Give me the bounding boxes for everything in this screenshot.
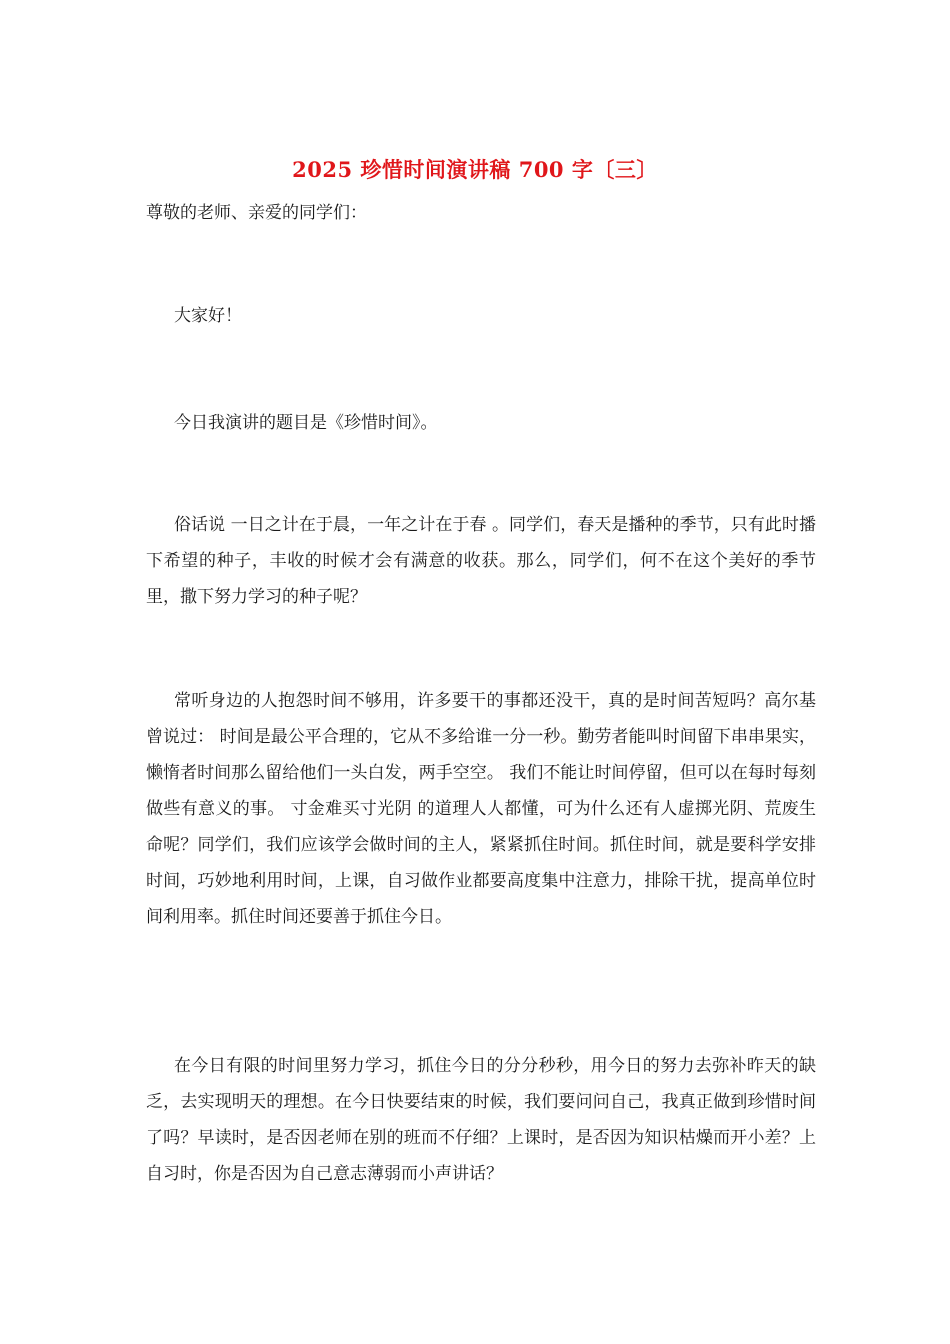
paragraph-topic: 今日我演讲的题目是《珍惜时间》。 — [174, 413, 438, 433]
paragraph-greeting: 大家好！ — [174, 306, 242, 326]
document-title: 2025 珍惜时间演讲稿 700 字〔三〕 — [292, 157, 658, 182]
paragraph-seize-today: 在今日有限的时间里努力学习，抓住今日的分分秒秒，用今日的努力去弥补昨天的缺乏，去实现明天的理想。在今日快要结束的时候，我们要问问自己，我真正做到珍惜时间了吗？早读时，是否因老师在别的班而不仔细？上课时，是否因为知识枯燥而开小差？上自习时，你是否因为自己意志薄弱而小声讲话？ — [146, 1056, 816, 1184]
paragraph-proverb: 俗话说 一日之计在于晨，一年之计在于春 。同学们，春天是播种的季节，只有此时播下希望的种子，丰收的时候才会有满意的收获。那么，同学们，何不在这个美好的季节里，撒下努力学习的种子呢？ — [146, 515, 816, 607]
salutation: 尊敬的老师、亲爱的同学们： — [146, 203, 367, 223]
paragraph-time-complaint: 常听身边的人抱怨时间不够用，许多要干的事都还没干，真的是时间苦短吗？高尔基曾说过： 时间是最公平合理的，它从不多给谁一分一秒。勤劳者能叫时间留下串串果实，懒惰者时间那么留给他们一头白发，两手空空。 我们不能让时间停留，但可以在每时每刻做些有意义的事。 寸金难买寸光阴 的道理人人都懂，可为什么还有人虚掷光阴、荒废生命呢？同学们，我们应该学会做时间的主人，紧紧抓住时间。抓住时间，就是要科学安排时间，巧妙地利用时间，上课，自习做作业都要高度集中注意力，排除干扰，提高单位时间利用率。抓住时间还要善于抓住今日。 — [146, 691, 816, 927]
